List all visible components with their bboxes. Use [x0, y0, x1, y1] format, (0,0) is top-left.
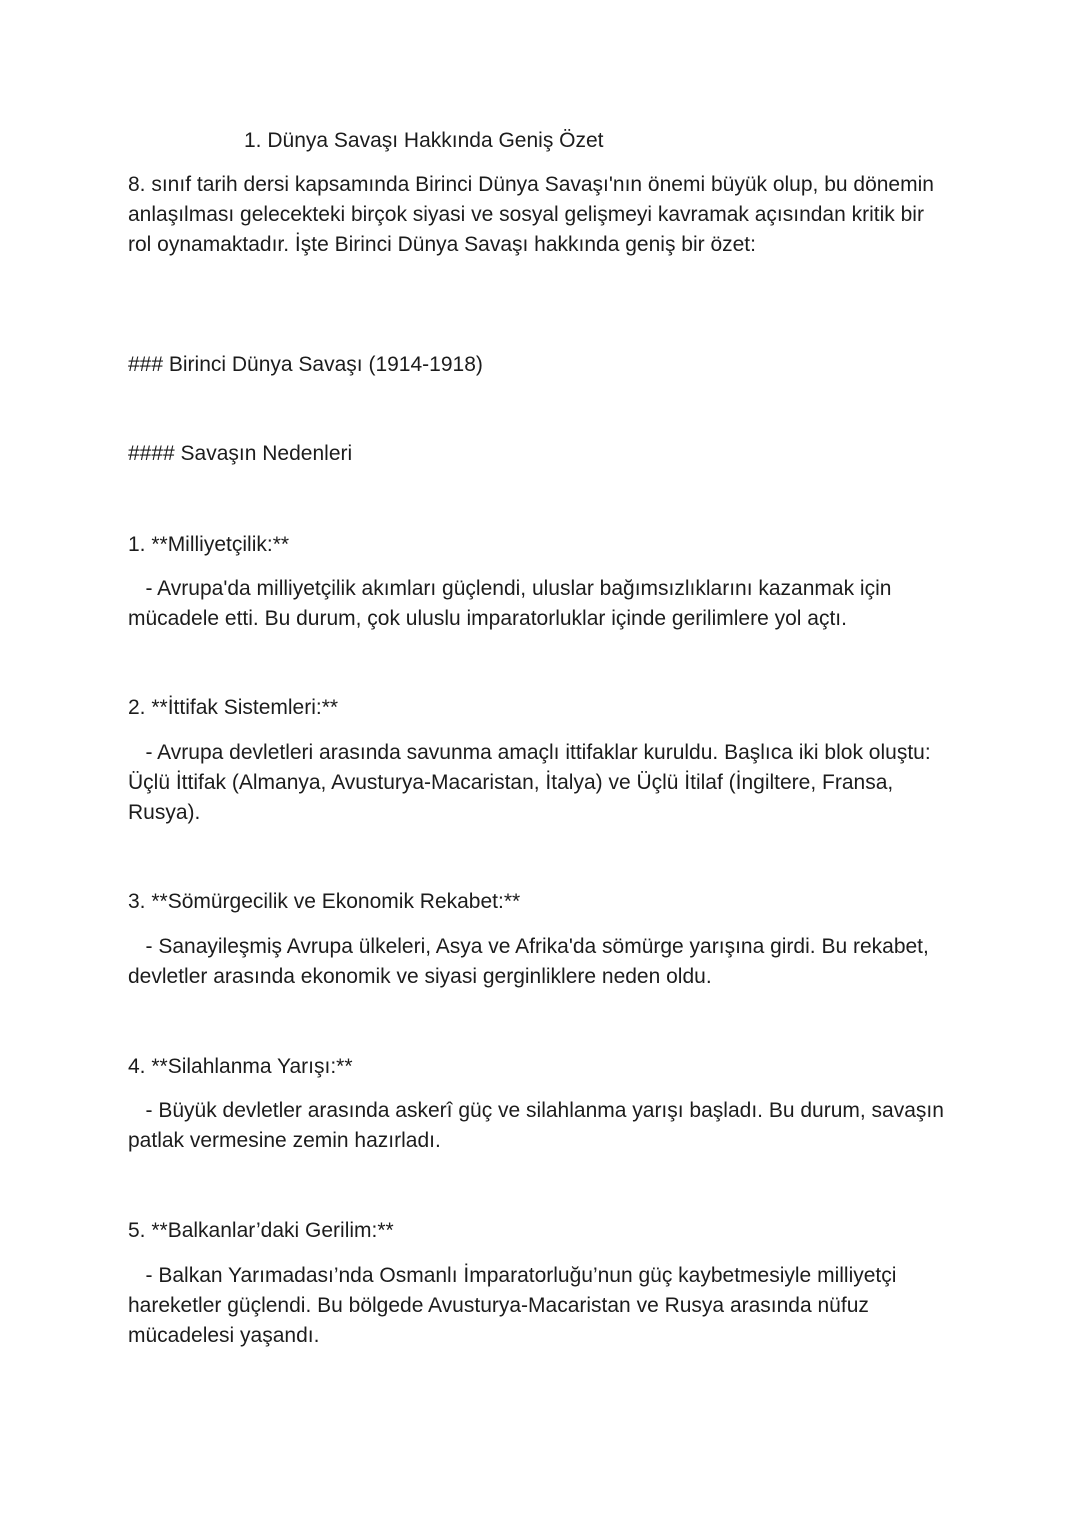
intro-paragraph: 8. sınıf tarih dersi kapsamında Birinci Dünya Savaşı'nın önemi büyük olup, bu dönemin anlaşılması gelecekteki birçok siyasi ve sosyal gelişmeyi kavramak açısından kritik bir rol oynamaktadır. İşte Birinci Dünya Savaşı hakkında geniş bir özet: [128, 173, 940, 256]
list-item-title: 2. **İttifak Sistemleri:** [128, 696, 339, 719]
section-heading: ### Birinci Dünya Savaşı (1914-1918) [128, 353, 483, 376]
list-item-title: 5. **Balkanlar’daki Gerilim:** [128, 1219, 394, 1242]
list-item-body: - Avrupa'da milliyetçilik akımları güçlendi, uluslar bağımsızlıklarını kazanmak için mücadele etti. Bu durum, çok uluslu imparatorluklar içinde gerilimlere yol açtı. [128, 577, 898, 630]
document-title: 1. Dünya Savaşı Hakkında Geniş Özet [244, 129, 604, 152]
subsection-heading: #### Savaşın Nedenleri [128, 442, 353, 465]
list-item-title: 1. **Milliyetçilik:** [128, 533, 290, 556]
list-item-body: - Balkan Yarımadası’nda Osmanlı İmparatorluğu’nun güç kaybetmesiyle milliyetçi hareketler güçlendi. Bu bölgede Avusturya-Macaristan ve Rusya arasında nüfuz mücadelesi yaşandı. [128, 1264, 903, 1347]
list-item-body: - Avrupa devletleri arasında savunma amaçlı ittifaklar kuruldu. Başlıca iki blok oluştu: Üçlü İttifak (Almanya, Avusturya-Macaristan, İtalya) ve Üçlü İtilaf (İngiltere, Fransa, Rusya). [128, 741, 937, 824]
list-item-body: - Büyük devletler arasında askerî güç ve silahlanma yarışı başladı. Bu durum, savaşın patlak vermesine zemin hazırladı. [128, 1099, 950, 1152]
list-item-title: 4. **Silahlanma Yarışı:** [128, 1055, 353, 1078]
list-item-title: 3. **Sömürgecilik ve Ekonomik Rekabet:** [128, 890, 521, 913]
list-item-body: - Sanayileşmiş Avrupa ülkeleri, Asya ve Afrika'da sömürge yarışına girdi. Bu rekabet, devletler arasında ekonomik ve siyasi gerginliklere neden oldu. [128, 935, 935, 988]
